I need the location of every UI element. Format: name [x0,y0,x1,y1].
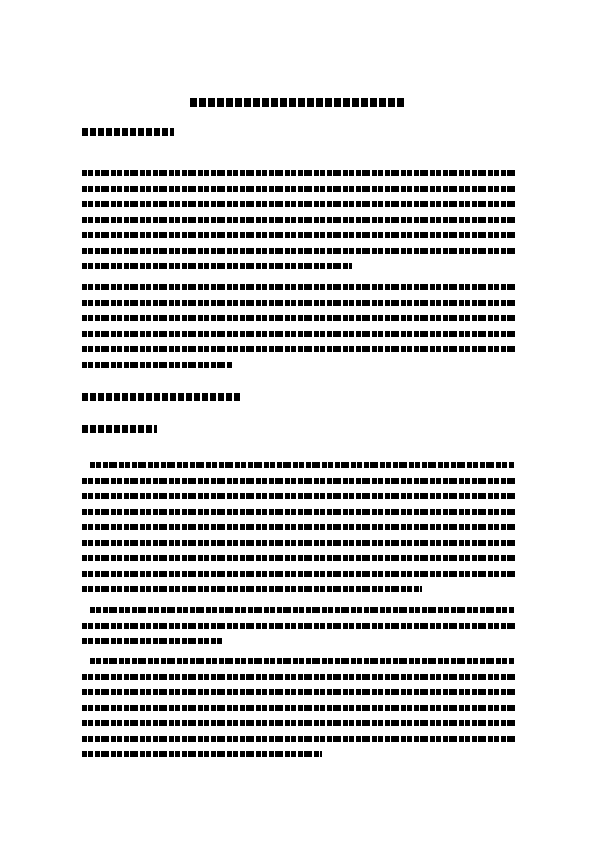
text-line [90,462,515,468]
document-title [0,92,595,111]
text-line [82,331,515,337]
text-line [82,571,515,577]
section-heading-3 [82,425,157,433]
paragraph-1 [82,170,515,279]
text-line [82,540,515,546]
text-line [82,638,222,644]
text-line [82,478,515,484]
text-line [82,705,515,711]
text-line [82,248,515,254]
text-line [82,586,422,592]
paragraph-4 [82,607,515,654]
text-line [82,217,515,223]
text-line [82,186,515,192]
text-line [82,689,515,695]
text-line [82,346,515,352]
text-line [90,607,515,613]
text-line [82,362,232,368]
text-line [82,284,515,290]
section-heading-2 [82,393,242,401]
text-line [82,720,515,726]
text-line [82,493,515,499]
text-line [82,232,515,238]
text-line [82,623,515,629]
text-line [82,201,515,207]
text-line [82,524,515,530]
text-line [82,736,515,742]
text-line [82,509,515,515]
text-line [82,170,515,176]
paragraph-2 [82,284,515,377]
text-line [82,674,515,680]
text-line [82,315,515,321]
paragraph-5 [82,658,515,767]
text-line [82,555,515,561]
section-heading-1 [82,128,174,136]
text-line [82,300,515,306]
text-line [82,751,322,757]
text-line [90,658,515,664]
paragraph-3 [82,462,515,602]
title-text [190,98,405,107]
text-line [82,263,352,269]
